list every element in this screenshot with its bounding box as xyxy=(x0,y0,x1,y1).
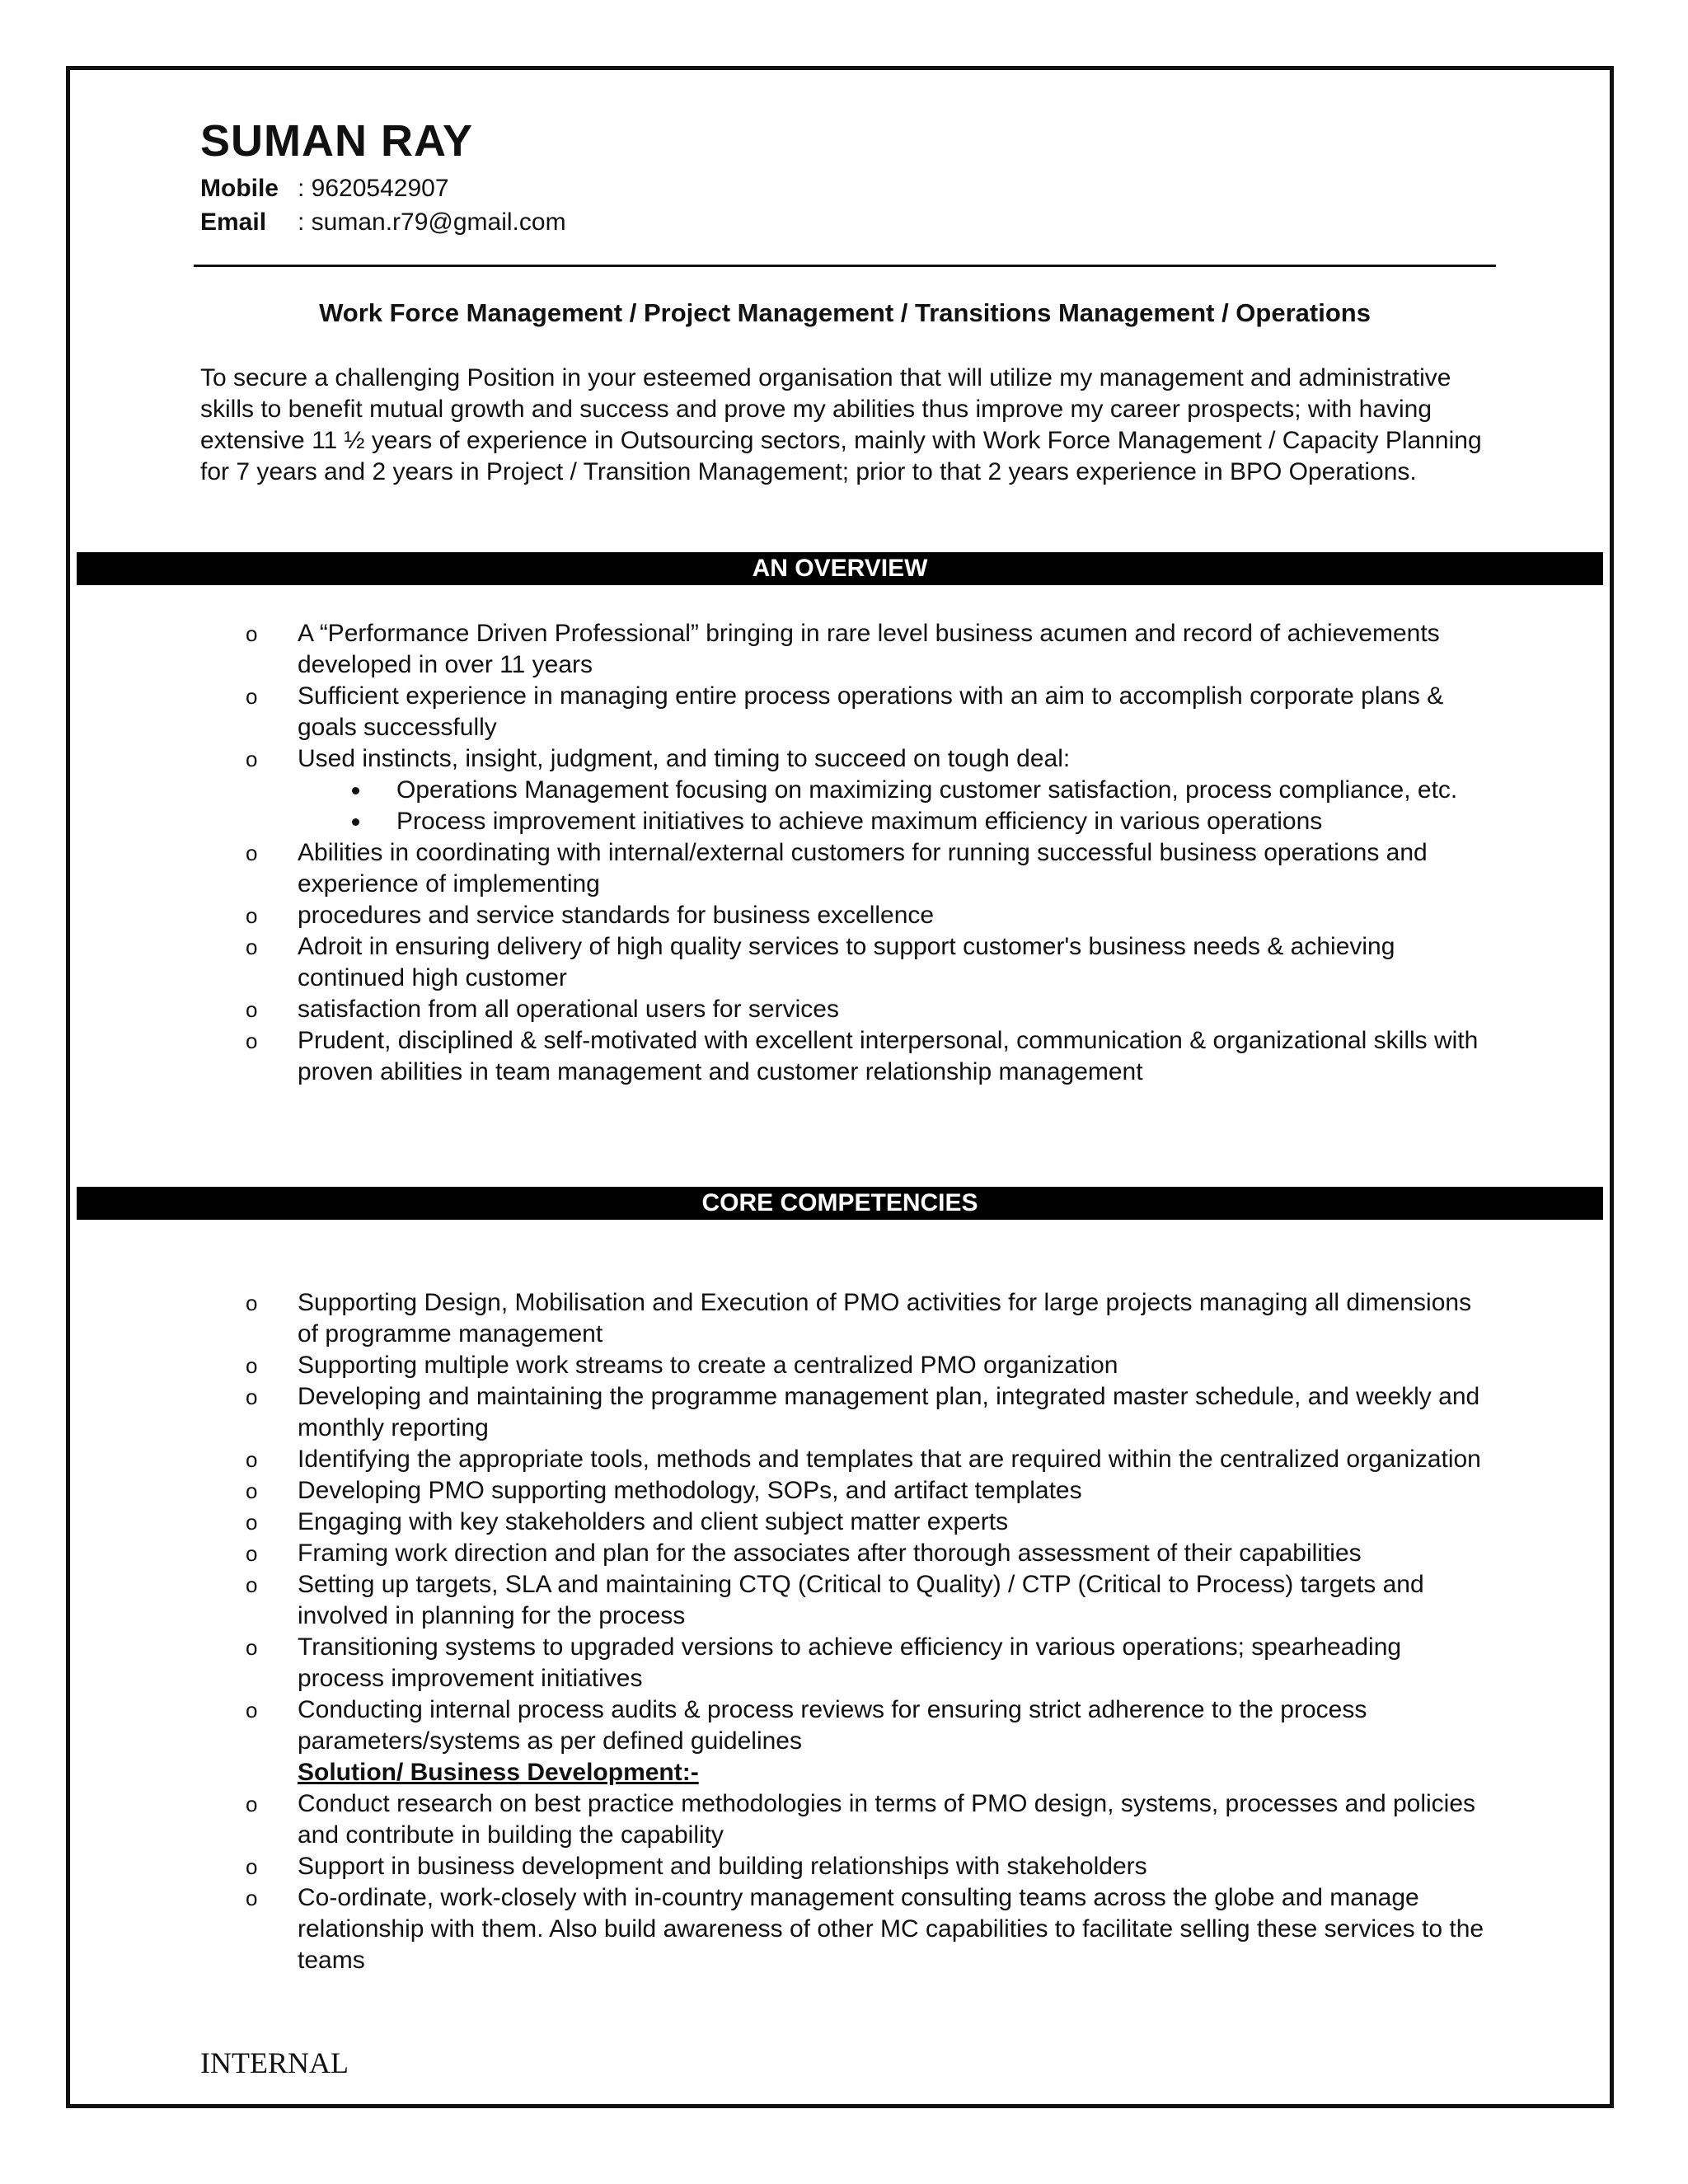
list-item: o Abilities in coordinating with internal/external customers for running successful business operations and experience of implementing xyxy=(246,839,1428,898)
circle-bullet-icon: o xyxy=(246,1541,258,1566)
circle-bullet-icon: o xyxy=(246,1854,258,1879)
list-item: o Co-ordinate, work-closely with in-country management consulting teams across the globe and manage relationship with them. Also build awareness of other MC capabilities to facilitate selling these services to the teams xyxy=(246,1884,1484,1974)
sub-list-item: Operations Management focusing on maximizing customer satisfaction, process compliance, etc. xyxy=(298,775,1486,806)
list-item: o Supporting multiple work streams to create a centralized PMO organization xyxy=(200,1350,1486,1381)
circle-bullet-icon: o xyxy=(246,1698,258,1722)
list-item: o Framing work direction and plan for the associates after thorough assessment of their capabilities xyxy=(200,1538,1486,1569)
circle-bullet-icon: o xyxy=(246,1479,258,1503)
solution-subheading: Solution/ Business Development:- xyxy=(298,1759,699,1786)
list-item: o Adroit in ensuring delivery of high quality services to support customer's business needs & achieving continued high customer xyxy=(246,933,1395,991)
list-item: o Conducting internal process audits & process reviews for ensuring strict adherence to the process parameters/systems as per defined guidelines xyxy=(246,1696,1367,1755)
list-item: o Support in business development and building relationships with stakeholders xyxy=(200,1851,1486,1882)
circle-bullet-icon: o xyxy=(246,997,258,1022)
list-item: o Setting up targets, SLA and maintaining CTQ (Critical to Quality) / CTP (Critical to Process) targets and involved in planning for the process xyxy=(246,1571,1424,1629)
header-divider xyxy=(194,265,1496,267)
bullet-dot-icon xyxy=(352,787,359,794)
email-value: : suman.r79@gmail.com xyxy=(298,209,566,236)
resume-header xyxy=(200,115,566,239)
candidate-name: SUMAN RAY xyxy=(200,116,474,166)
overview-list xyxy=(200,618,1486,1088)
email-label: Email xyxy=(200,209,267,236)
circle-bullet-icon: o xyxy=(246,1029,258,1053)
sub-list xyxy=(298,775,1486,837)
list-item: o Conduct research on best practice methodologies in terms of PMO design, systems, processes and policies and contribute in building the capability xyxy=(246,1790,1476,1849)
list-item: o Developing PMO supporting methodology, SOPs, and artifact templates xyxy=(200,1475,1486,1507)
contact-email xyxy=(200,205,566,239)
circle-bullet-icon: o xyxy=(246,841,258,865)
competencies-list xyxy=(200,1287,1486,1976)
list-item: o Sufficient experience in managing entire process operations with an aim to accomplish corporate plans & goals successfully xyxy=(246,682,1444,741)
list-item: o Identifying the appropriate tools, methods and templates that are required within the centralized organization xyxy=(200,1444,1486,1475)
contact-mobile xyxy=(200,171,566,205)
list-item: o A “Performance Driven Professional” bringing in rare level business acumen and record of achievements developed in over 11 years xyxy=(246,620,1440,678)
list-item: o Developing and maintaining the programme management plan, integrated master schedule, and weekly and monthly reporting xyxy=(246,1383,1480,1441)
circle-bullet-icon: o xyxy=(246,1572,258,1597)
circle-bullet-icon: o xyxy=(246,621,258,646)
circle-bullet-icon: o xyxy=(246,684,258,709)
mobile-label: Mobile xyxy=(200,175,279,202)
bullet-dot-icon xyxy=(352,818,359,826)
list-item: o procedures and service standards for business excellence xyxy=(200,900,1486,931)
sub-list-item: Process improvement initiatives to achieve maximum efficiency in various operations xyxy=(298,806,1486,837)
section-bar-overview: AN OVERVIEW xyxy=(77,552,1603,585)
list-item: o Prudent, disciplined & self-motivated with excellent interpersonal, communication & organizational skills with proven abilities in team management and customer relationship management xyxy=(246,1027,1479,1085)
list-item: o Supporting Design, Mobilisation and Execution of PMO activities for large projects managing all dimensions of programme management xyxy=(246,1289,1472,1347)
classification-footer: INTERNAL xyxy=(200,2046,349,2079)
circle-bullet-icon: o xyxy=(246,1447,258,1472)
list-item: o satisfaction from all operational users for services xyxy=(200,994,1486,1025)
circle-bullet-icon: o xyxy=(246,1886,258,1910)
circle-bullet-icon: o xyxy=(246,1353,258,1378)
circle-bullet-icon: o xyxy=(246,935,258,959)
circle-bullet-icon: o xyxy=(246,1510,258,1535)
section-bar-competencies: CORE COMPETENCIES xyxy=(77,1187,1603,1220)
circle-bullet-icon: o xyxy=(246,747,258,771)
circle-bullet-icon: o xyxy=(246,903,258,928)
circle-bullet-icon: o xyxy=(246,1635,258,1660)
profile-headline: Work Force Management / Project Management / Transitions Management / Operations xyxy=(319,298,1371,327)
circle-bullet-icon: o xyxy=(246,1792,258,1816)
mobile-value: : 9620542907 xyxy=(298,175,449,202)
circle-bullet-icon: o xyxy=(246,1291,258,1315)
circle-bullet-icon: o xyxy=(246,1385,258,1409)
list-item: o Transitioning systems to upgraded versions to achieve efficiency in various operations; spearheading process improvement initiatives xyxy=(246,1633,1402,1692)
list-item: o Engaging with key stakeholders and client subject matter experts xyxy=(200,1507,1486,1538)
list-item: o Used instincts, insight, judgment, and timing to succeed on tough deal: Operations Management focusing on maximizing customer satisfaction, process compliance, etc. Process improvement initiatives to achieve maximum efficiency in various operations xyxy=(200,743,1486,837)
career-objective: To secure a challenging Position in your esteemed organisation that will utilize my management and administrative skills to benefit mutual growth and success and prove my abilities thus improve my career prospects; with having extensive 11 ½ years of experience in Outsourcing sectors, mainly with Work Force Management / Capacity Planning for 7 years and 2 years in Project / Transition Management; prior to that 2 years experience in BPO Operations. xyxy=(200,364,1482,485)
